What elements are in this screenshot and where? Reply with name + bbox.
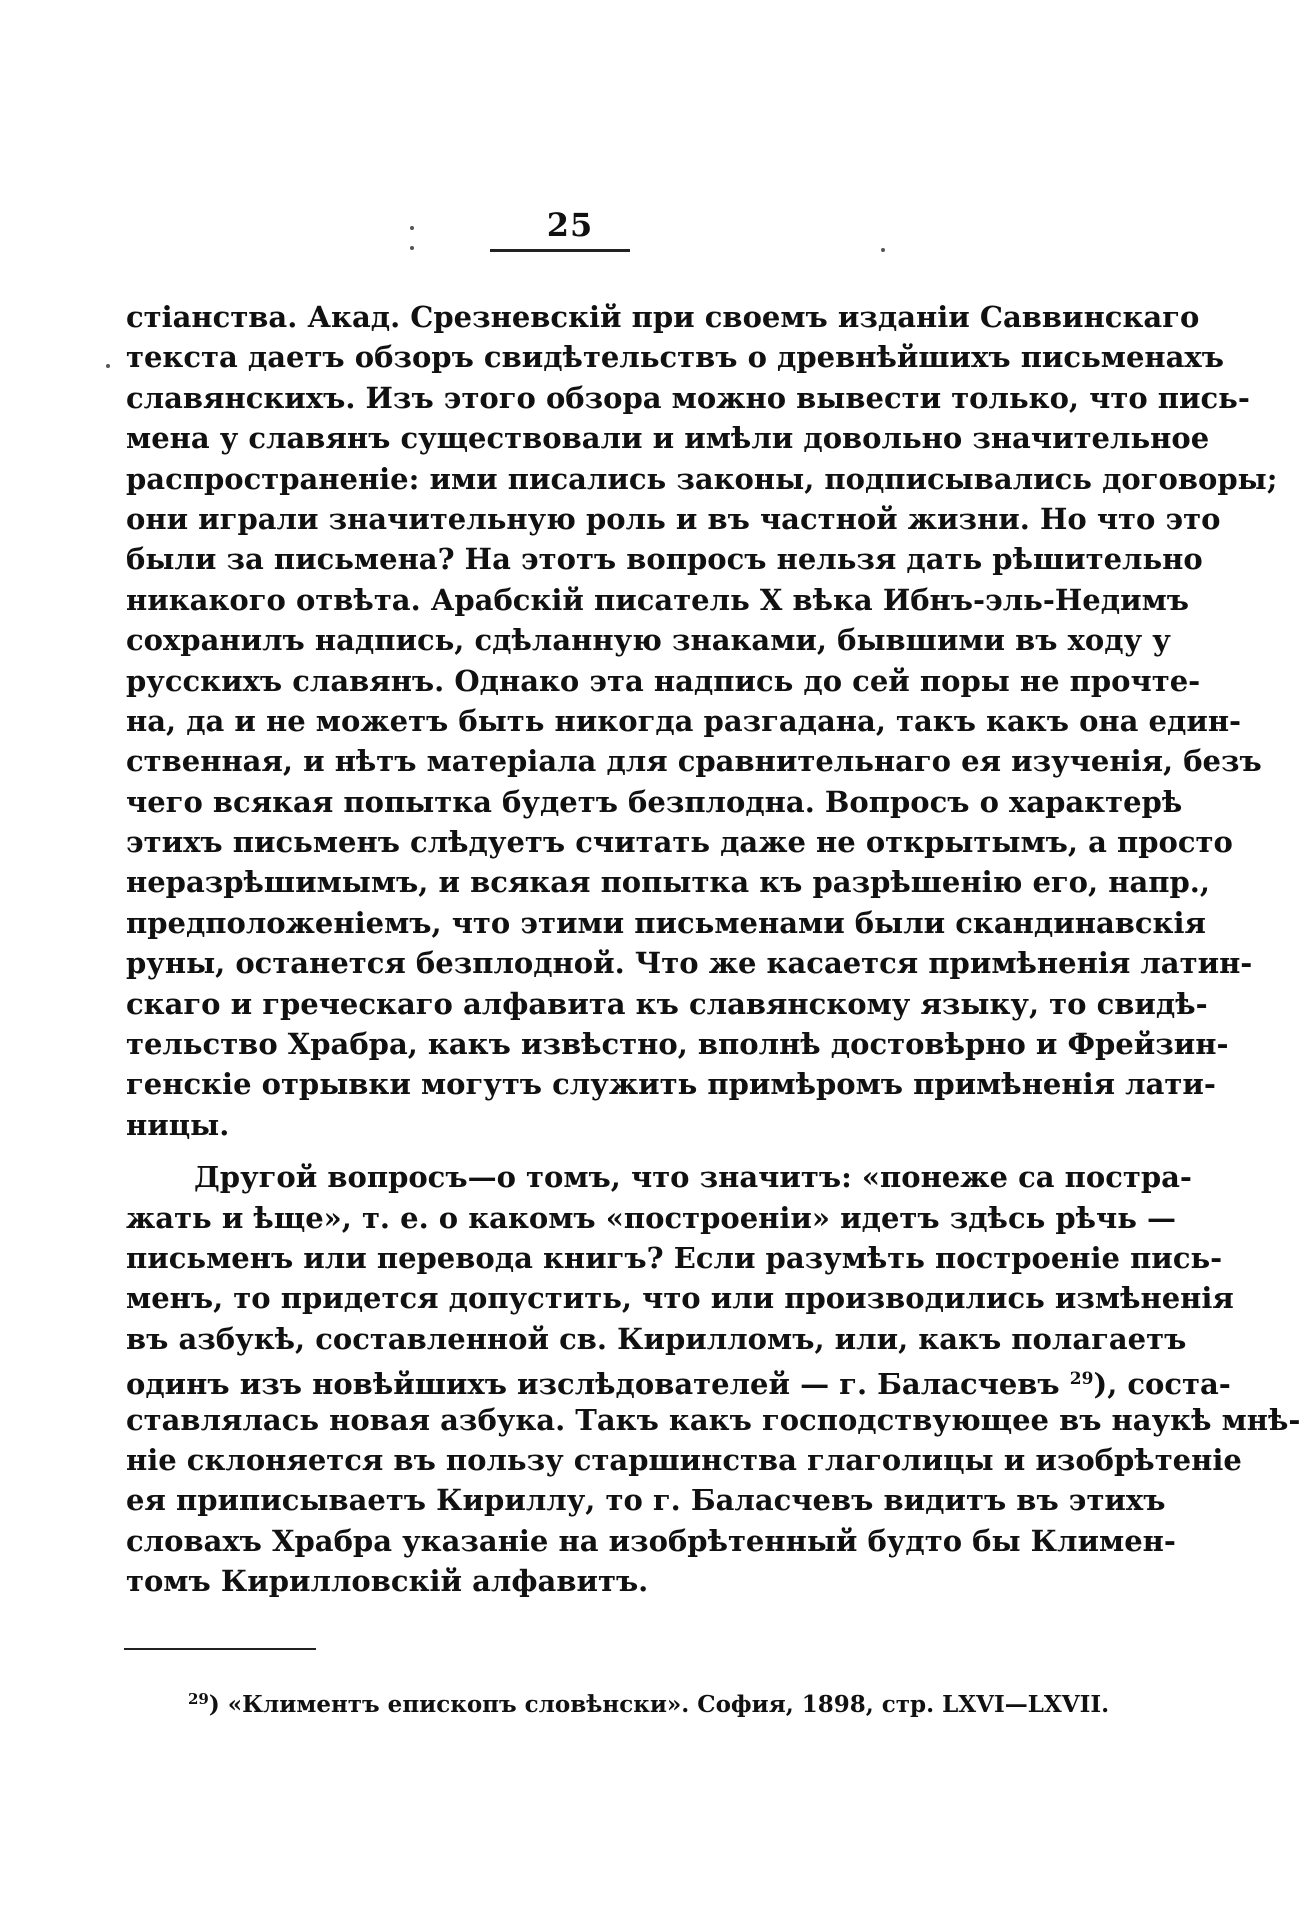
header-rule <box>490 249 630 252</box>
text-line: этихъ письменъ слѣдуетъ считать даже не открытымъ, а просто <box>126 825 1233 860</box>
scan-dot <box>410 226 414 230</box>
text-line: письменъ или перевода книгъ? Если разумѣть построеніе пись- <box>126 1240 1223 1275</box>
text-line: никакого отвѣта. Арабскій писатель X вѣка Ибнъ-эль-Недимъ <box>126 582 1190 617</box>
text-line: на, да и не можетъ быть никогда разгадана, такъ какъ она един- <box>126 703 1242 738</box>
text-line: тельство Храбра, какъ извѣстно, вполнѣ достовѣрно и Фрейзин- <box>126 1027 1229 1062</box>
text-line: были за письмена? На этотъ вопросъ нельзя дать рѣшительно <box>126 542 1203 577</box>
text-line: текста даетъ обзоръ свидѣтельствъ о древнѣйшихъ письменахъ <box>126 340 1224 375</box>
text-line: распространеніе: ими писались законы, подписывались договоры; <box>126 461 1278 496</box>
text-line: генскіе отрывки могутъ служить примѣромъ примѣненія лати- <box>126 1067 1216 1102</box>
text-line: скаго и греческаго алфавита къ славянскому языку, то свидѣ- <box>126 986 1208 1021</box>
footnote-reference: 29 <box>1069 1369 1094 1390</box>
paragraph-gap <box>126 1145 1000 1157</box>
text-line: мена у славянъ существовали и имѣли довольно значительное <box>126 421 1210 456</box>
footnote-rule <box>124 1648 316 1650</box>
text-line: предположеніемъ, что этими письменами были скандинавскія <box>126 905 1206 940</box>
text-line: русскихъ славянъ. Однако эта надпись до сей поры не прочте- <box>126 663 1201 698</box>
text-line: Другой вопросъ—о томъ, что значитъ: «понеже са постра- <box>194 1160 1192 1195</box>
text-line: руны, останется безплодной. Что же касается примѣненія латин- <box>126 946 1253 981</box>
body-text <box>126 297 1300 1602</box>
text-line: ственная, и нѣтъ матеріала для сравнительнаго ея изученія, безъ <box>126 744 1262 779</box>
scan-dot <box>106 364 110 368</box>
footnote <box>188 1690 1110 1718</box>
text-line: неразрѣшимымъ, и всякая попытка къ разрѣшенію его, напр., <box>126 865 1210 900</box>
text-segment: ), соста- <box>1093 1367 1231 1402</box>
paragraph-2 <box>126 1157 1300 1601</box>
text-line: жать и ѣще», т. е. о какомъ «построеніи» идетъ здѣсь рѣчь — <box>126 1200 1177 1235</box>
text-line: ея приписываетъ Кириллу, то г. Баласчевъ видитъ въ этихъ <box>126 1483 1166 1518</box>
text-line: ницы. <box>126 1107 230 1142</box>
footnote-number: 29 <box>188 1690 209 1708</box>
text-line: ставлялась новая азбука. Такъ какъ господствующее въ наукѣ мнѣ- <box>126 1402 1300 1437</box>
paragraph-1 <box>126 297 1278 1145</box>
text-line: ніе склоняется въ пользу старшинства глаголицы и изобрѣтеніе <box>126 1442 1242 1477</box>
text-line: менъ, то придется допустить, что или производились измѣненія <box>126 1281 1234 1316</box>
text-line: чего всякая попытка будетъ безплодна. Вопросъ о характерѣ <box>126 784 1183 819</box>
page-number: 25 <box>546 206 594 244</box>
text-line: сохранилъ надпись, сдѣланную знаками, бывшими въ ходу у <box>126 623 1171 658</box>
scan-dot <box>881 248 885 252</box>
scan-dot <box>410 246 414 250</box>
text-line: они играли значительную роль и въ частной жизни. Но что это <box>126 501 1221 536</box>
text-line: въ азбукѣ, составленной св. Кирилломъ, или, какъ полагаетъ <box>126 1321 1187 1356</box>
text-line: томъ Кирилловскій алфавитъ. <box>126 1564 649 1599</box>
text-line: словахъ Храбра указаніе на изобрѣтенный будто бы Климен- <box>126 1523 1176 1558</box>
text-line-with-footnote <box>126 1359 1231 1402</box>
footnote-text: ) «Климентъ епископъ словѣнски». София, 1898, стр. LXVI—LXVII. <box>208 1691 1110 1718</box>
text-line: славянскихъ. Изъ этого обзора можно вывести только, что пись- <box>126 380 1250 415</box>
text-segment: одинъ изъ новѣйшихъ изслѣдователей — г. Баласчевъ <box>126 1367 1060 1402</box>
text-line: стіанства. Акад. Срезневскій при своемъ изданіи Саввинскаго <box>126 300 1200 334</box>
